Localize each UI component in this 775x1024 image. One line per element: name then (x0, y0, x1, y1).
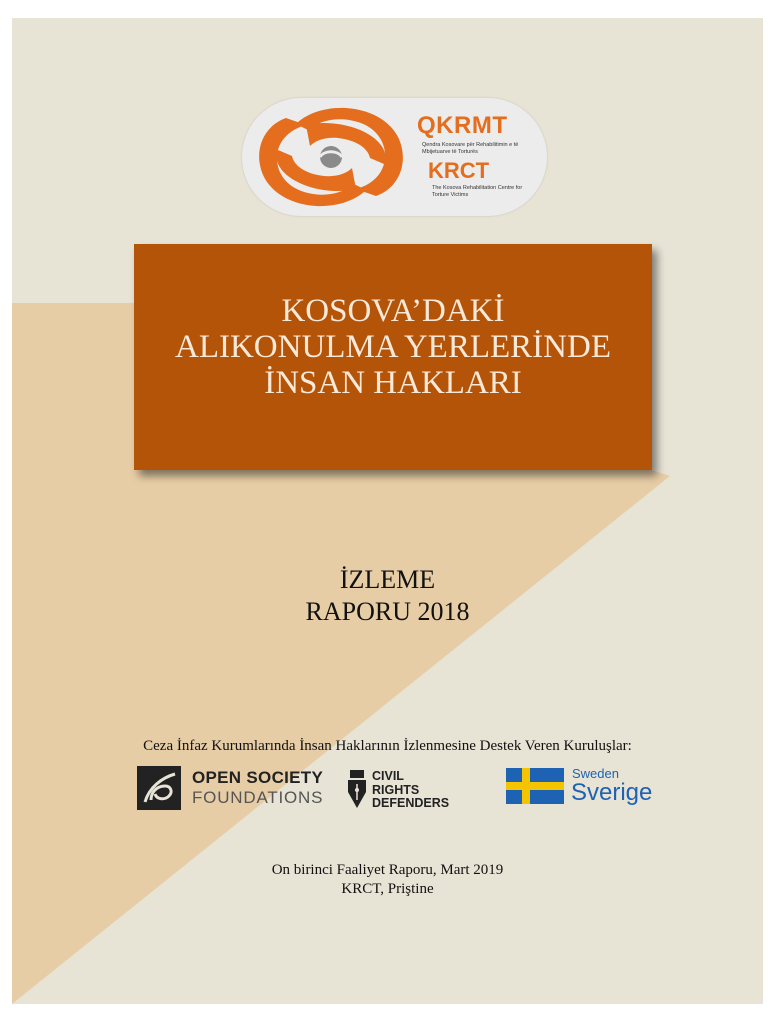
crd-line: RIGHTS (372, 782, 420, 797)
subtitle-line: RAPORU 2018 (305, 597, 470, 626)
footer-line: On birinci Faaliyet Raporu, Mart 2019 (271, 862, 504, 878)
report-subtitle (12, 564, 763, 628)
title-line: KOSOVA’DAKİ (281, 293, 505, 329)
report-title-box (134, 244, 652, 470)
open-society-logo (137, 766, 347, 810)
footer-line: KRCT, Priştine (341, 881, 434, 897)
open-society-icon (137, 766, 181, 810)
swedish-flag-icon (506, 768, 564, 804)
supporters-label: Ceza İnfaz Kurumlarında İnsan Haklarının İzlenmesine Destek Veren Kuruluşlar: (143, 738, 632, 754)
logo-krct-subtitle: The Kosova Rehabilitation Centre for Torture Victims (432, 185, 523, 198)
sverige-text: Sverige (571, 779, 653, 806)
open-society-line1: OPEN SOCIETY (192, 768, 324, 787)
report-title (175, 293, 611, 401)
hands-logo-icon (246, 100, 416, 214)
civil-rights-defenders-text (372, 770, 449, 811)
pen-nib-icon (346, 770, 368, 810)
cover-page (12, 18, 763, 1004)
logo-krct-text: KRCT (428, 158, 490, 183)
sweden-text: Sweden (572, 766, 619, 781)
logo-qkrmt-subtitle: Qendra Kosovare për Rehabilitimin e të Mbijetuarve të Torturës (422, 142, 519, 155)
subtitle-line: İZLEME (339, 565, 436, 594)
open-society-line2: FOUNDATIONS (192, 788, 324, 807)
title-line: ALIKONULMA YERLERİNDE (175, 329, 611, 365)
sweden-sverige-logo (506, 766, 666, 810)
title-line: İNSAN HAKLARI (264, 365, 522, 401)
crd-line: CIVIL (372, 769, 404, 783)
krct-logo (242, 98, 547, 216)
report-footer (12, 861, 763, 899)
crd-line: DEFENDERS (372, 796, 450, 810)
logo-qkrmt-text: QKRMT (417, 112, 508, 139)
civil-rights-defenders-logo (346, 770, 461, 814)
